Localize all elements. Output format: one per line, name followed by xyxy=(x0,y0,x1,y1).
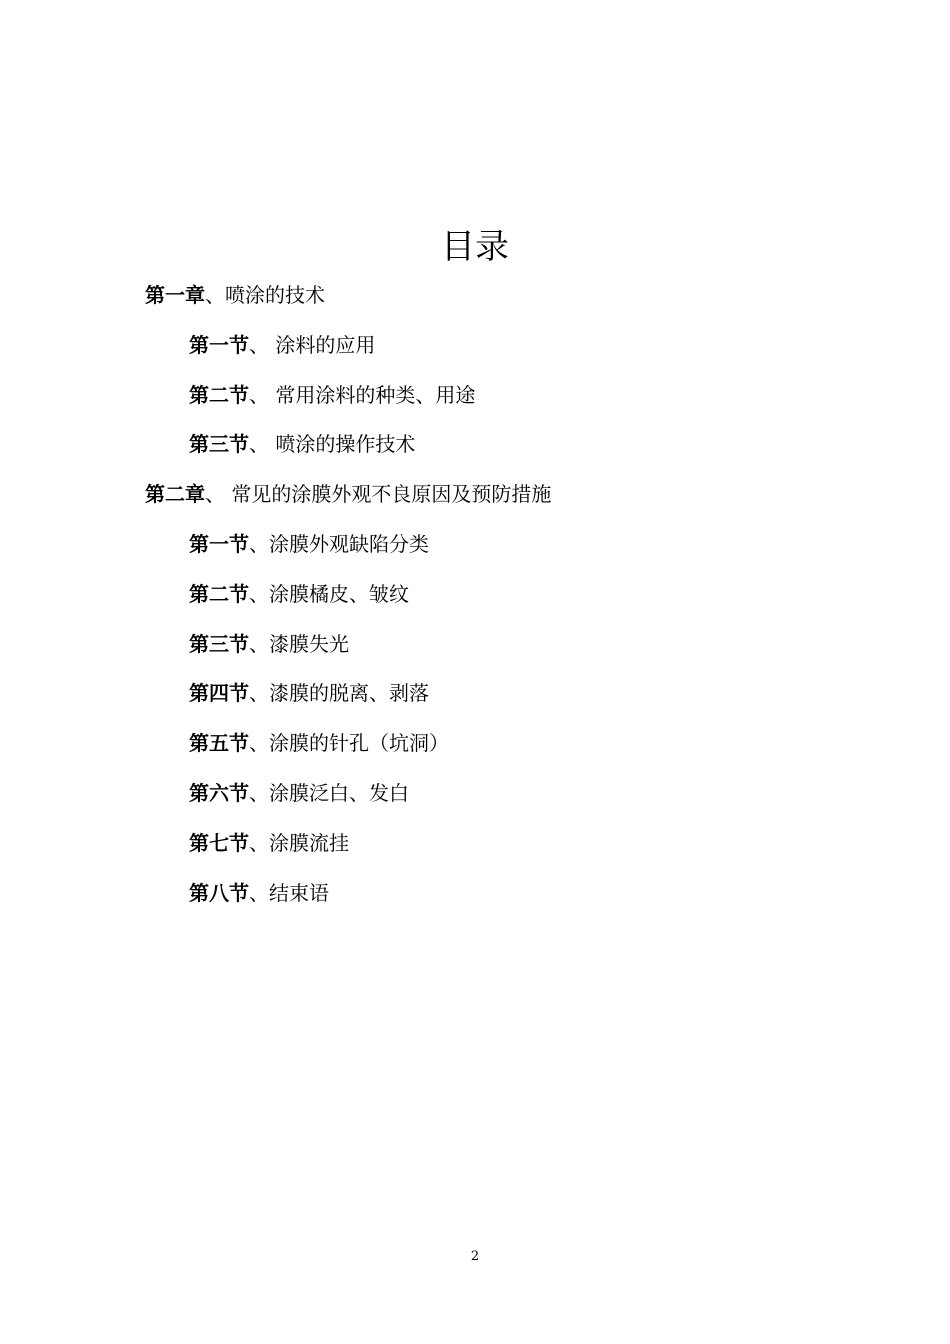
toc-entry-text: 、 常见的涂膜外观不良原因及预防措施 xyxy=(205,482,552,507)
toc-section-2-1 xyxy=(145,521,845,571)
toc-entry-label: 第六节 xyxy=(189,780,249,805)
toc-section-1-2 xyxy=(145,372,845,422)
toc-entry-text: 、结束语 xyxy=(249,880,329,905)
toc-entry-text: 、涂膜橘皮、皱纹 xyxy=(249,581,409,606)
toc-section-2-8 xyxy=(145,870,845,920)
toc-section-2-3 xyxy=(145,621,845,671)
toc-section-2-6 xyxy=(145,770,845,820)
toc-entry-label: 第四节 xyxy=(189,681,249,706)
toc-chapter-2 xyxy=(145,471,845,521)
toc-section-2-4 xyxy=(145,670,845,720)
toc-entry-text: 、 喷涂的操作技术 xyxy=(249,432,416,457)
toc-entry-label: 第一节 xyxy=(189,531,249,556)
toc-entry-label: 第五节 xyxy=(189,731,249,756)
toc-entry-label: 第一节 xyxy=(189,332,249,357)
toc-entry-text: 、漆膜失光 xyxy=(249,631,349,656)
toc-entry-text: 、喷涂的技术 xyxy=(205,283,325,307)
toc-entry-label: 第七节 xyxy=(189,830,249,855)
toc-section-1-3 xyxy=(145,421,845,471)
toc-section-2-2 xyxy=(145,571,845,621)
toc-entry-text: 、涂膜的针孔（坑洞） xyxy=(249,731,449,756)
toc-section-2-7 xyxy=(145,820,845,870)
toc-entry-text: 、 常用涂料的种类、用途 xyxy=(249,382,476,407)
table-of-contents xyxy=(145,272,845,919)
toc-section-1-1 xyxy=(145,322,845,372)
toc-entry-text: 、 涂料的应用 xyxy=(249,332,376,357)
toc-entry-text: 、涂膜泛白、发白 xyxy=(249,780,409,805)
toc-section-2-5 xyxy=(145,720,845,770)
toc-entry-label: 第二节 xyxy=(189,382,249,407)
toc-entry-label: 第三节 xyxy=(189,631,249,656)
toc-entry-label: 第八节 xyxy=(189,880,249,905)
toc-entry-text: 、漆膜的脱离、剥落 xyxy=(249,681,429,706)
toc-entry-text: 、涂膜流挂 xyxy=(249,830,349,855)
toc-entry-label: 第二节 xyxy=(189,581,249,606)
toc-title: 目录 xyxy=(441,227,509,267)
toc-chapter-1 xyxy=(145,272,845,322)
toc-entry-text: 、涂膜外观缺陷分类 xyxy=(249,531,429,556)
page-number: 2 xyxy=(470,1249,480,1264)
toc-entry-label: 第二章 xyxy=(145,482,205,507)
toc-entry-label: 第三节 xyxy=(189,432,249,457)
toc-entry-label: 第一章 xyxy=(145,283,205,307)
